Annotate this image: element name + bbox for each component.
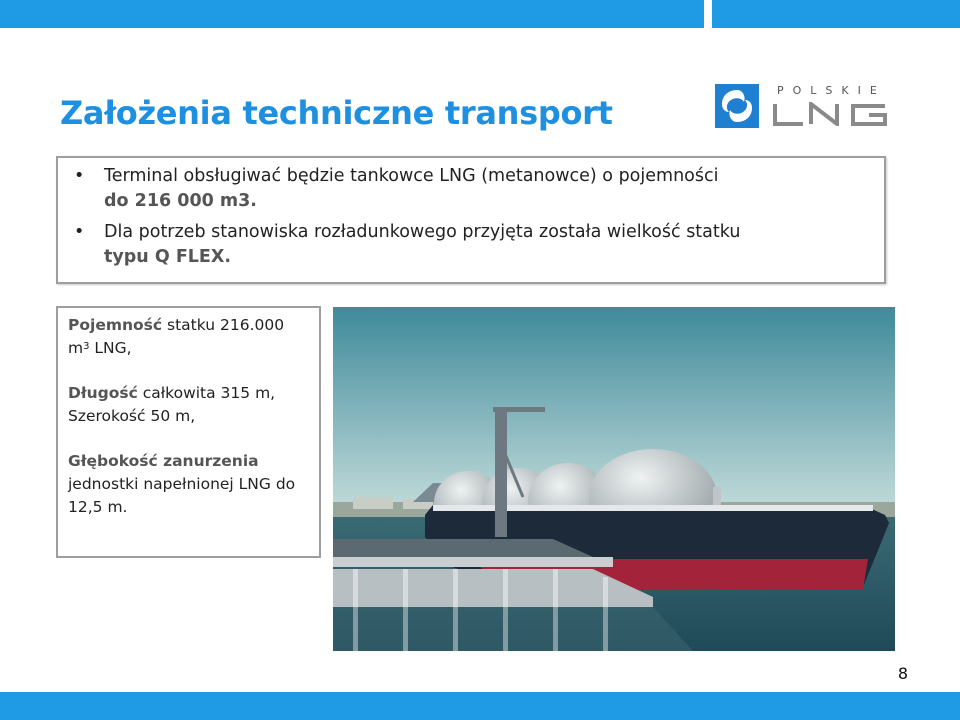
bullet-dot: • <box>74 222 85 242</box>
bullet-emphasis: do 216 000 m3. <box>104 191 257 211</box>
bullet-item <box>70 220 870 270</box>
spec-length-text: całkowita 315 m, <box>137 384 276 402</box>
spec-dimensions <box>68 382 319 428</box>
bullet-item <box>70 164 870 214</box>
ship-specs-box <box>56 306 321 558</box>
spec-draft-text: jednostki napełnionej LNG do 12,5 m. <box>68 475 296 516</box>
bullet-box <box>56 156 886 284</box>
spec-width-text: Szerokość 50 m, <box>68 407 196 425</box>
top-accent-bar-left <box>0 0 704 28</box>
logo-polskie-text: POLSKIE <box>777 84 886 97</box>
spec-capacity-label: Pojemność <box>68 316 163 334</box>
bullet-text: Terminal obsługiwać będzie tankowce LNG (metanowce) o pojemności <box>104 166 719 186</box>
spec-capacity-suffix: LNG, <box>89 339 132 357</box>
spec-capacity-unit: m <box>68 339 84 357</box>
polskie-lng-logo <box>715 84 891 132</box>
bottom-accent-bar <box>0 692 960 720</box>
spec-length-label: Długość <box>68 384 138 402</box>
bullet-list <box>70 164 870 276</box>
slide-title: Założenia techniczne transport <box>60 94 613 132</box>
spec-capacity-exponent: 3 <box>83 341 90 352</box>
lng-tanker-illustration <box>333 307 895 651</box>
lng-tanker-image <box>333 307 895 651</box>
spec-draft-label: Głębokość zanurzenia <box>68 452 259 470</box>
spec-capacity <box>68 314 319 360</box>
lng-logo-mark-icon <box>715 84 759 128</box>
logo-lng-text: LNG <box>773 102 776 103</box>
spec-capacity-text: statku 216.000 <box>162 316 285 334</box>
bullet-dot: • <box>74 166 85 186</box>
page-number: 8 <box>897 664 909 683</box>
top-accent-bar-right <box>712 0 960 28</box>
spec-draft <box>68 450 319 519</box>
bullet-emphasis: typu Q FLEX. <box>104 247 232 267</box>
bullet-text: Dla potrzeb stanowiska rozładunkowego przyjęta została wielkość statku <box>104 222 741 242</box>
logo-lng-wordmark <box>773 102 891 126</box>
